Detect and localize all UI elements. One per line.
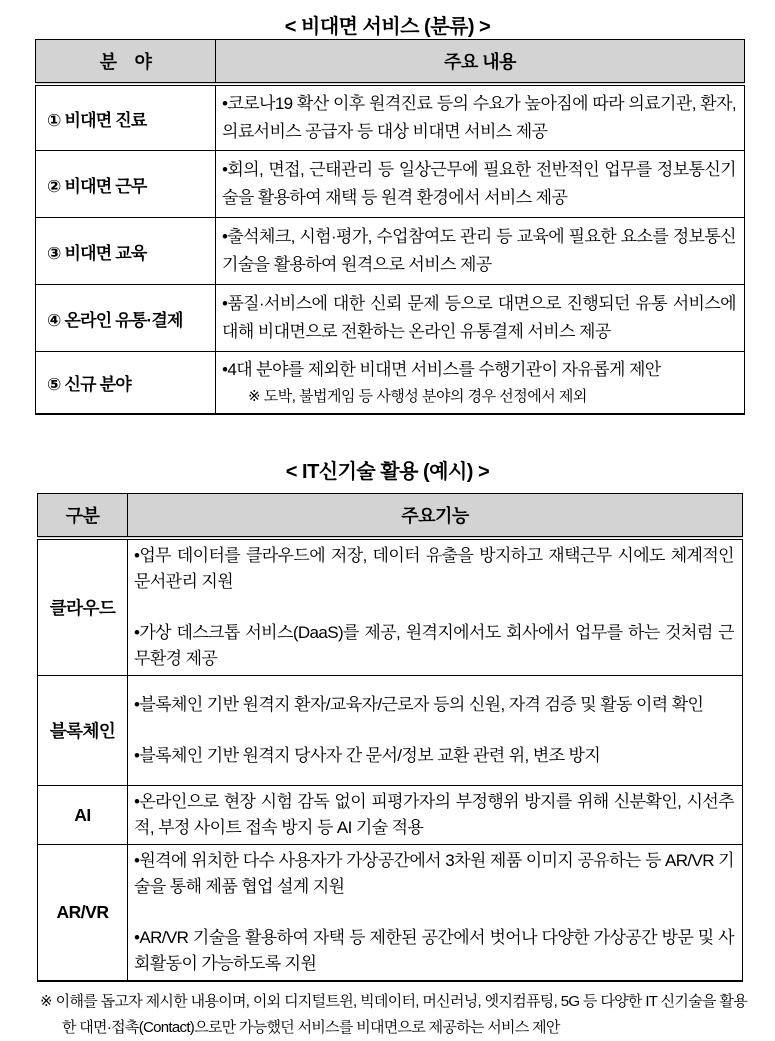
header-field: 분 야 [36,40,216,85]
bullet-text: •회의, 면접, 근태관리 등 일상근무에 필요한 전반적인 업무를 정보통신기술을 활용하여 재택 등 원격 환경에서 서비스 제공 [222,160,736,207]
table-row [36,218,745,285]
row-category: 클라우드 [38,538,128,676]
bullet-text: •업무 데이터를 클라우드에 저장, 데이터 유출을 방지하고 재택근무 시에도 체계적인 문서관리 지원 [134,546,734,591]
row-category: ④ 온라인 유통·결제 [36,285,216,352]
it-technology-table [37,493,743,982]
table-header-row [36,40,745,85]
table-row [36,352,745,415]
bullet-text: •가상 데스크톱 서비스(DaaS)를 제공, 원격지에서도 회사에서 업무를 하는 것처럼 근무환경 제공 [134,623,734,668]
table-row [36,285,745,352]
row-content [128,845,743,982]
row-category: ③ 비대면 교육 [36,218,216,285]
bullet-text: •AR/VR 기술을 활용하여 자택 등 제한된 공간에서 벗어나 다양한 가상공간 방문 및 사회활동이 가능하도록 지원 [134,928,734,973]
table-row [36,151,745,218]
page-footnote: ※ 이해를 돕고자 제시한 내용이며, 이외 디지털트윈, 빅데이터, 머신러닝, 엣지컴퓨팅, 5G 등 다양한 IT 신기술을 활용한 대면·접촉(Contact)으로만 가능했던 서비스를 비대면으로 제공하는 서비스 제안 [40,993,747,1036]
service-category-table [35,39,745,415]
row-content [128,676,743,786]
table-row [38,786,743,845]
row-category: ① 비대면 진료 [36,84,216,151]
row-content [216,84,745,151]
bullet-text: •출석체크, 시험·평가, 수업참여도 관리 등 교육에 필요한 요소를 정보통신기술을 활용하여 원격으로 서비스 제공 [222,227,736,274]
table1-title: < 비대면 서비스 (분류) > [284,16,491,38]
row-category: 블록체인 [38,676,128,786]
row-category: AI [38,786,128,845]
row-content [216,218,745,285]
row-category: AR/VR [38,845,128,982]
table-row [38,676,743,786]
header-main-content: 주요 내용 [216,40,745,85]
bullet-text: •코로나19 확산 이후 원격진료 등의 수요가 높아짐에 따라 의료기관, 환자, 의료서비스 공급자 등 대상 비대면 서비스 제공 [222,94,736,141]
bullet-text: •블록체인 기반 원격지 당사자 간 문서/정보 교환 관련 위, 변조 방지 [134,746,601,765]
row-category: ⑤ 신규 분야 [36,352,216,415]
row-content [216,352,745,415]
bullet-text: •품질·서비스에 대한 신뢰 문제 등으로 대면으로 진행되던 유통 서비스에 대해 비대면으로 전환하는 온라인 유통결제 서비스 제공 [222,294,736,341]
header-division: 구분 [38,494,128,539]
exclusion-note: ※ 도박, 불법게임 등 사행성 분야의 경우 선정에서 제외 [248,388,587,405]
row-category: ② 비대면 근무 [36,151,216,218]
table-row [36,84,745,151]
table2-title: < IT신기술 활용 (예시) > [285,461,490,483]
table-row [38,538,743,676]
bullet-text: •4대 분야를 제외한 비대면 서비스를 수행기관이 자유롭게 제안 [222,360,661,379]
table-row [38,845,743,982]
row-content [216,151,745,218]
bullet-text: •원격에 위치한 다수 사용자가 가상공간에서 3차원 제품 이미지 공유하는 등 AR/VR 기술을 통해 제품 협업 설계 지원 [134,851,734,896]
row-content [128,786,743,845]
bullet-text: •블록체인 기반 원격지 환자/교육자/근로자 등의 신원, 자격 검증 및 활동 이력 확인 [134,695,704,714]
table-header-row [38,494,743,539]
bullet-text: •온라인으로 현장 시험 감독 없이 피평가자의 부정행위 방지를 위해 신분확인, 시선추적, 부정 사이트 접속 방지 등 AI 기술 적용 [134,792,734,837]
row-content [216,285,745,352]
header-main-function: 주요기능 [128,494,743,539]
row-content [128,538,743,676]
